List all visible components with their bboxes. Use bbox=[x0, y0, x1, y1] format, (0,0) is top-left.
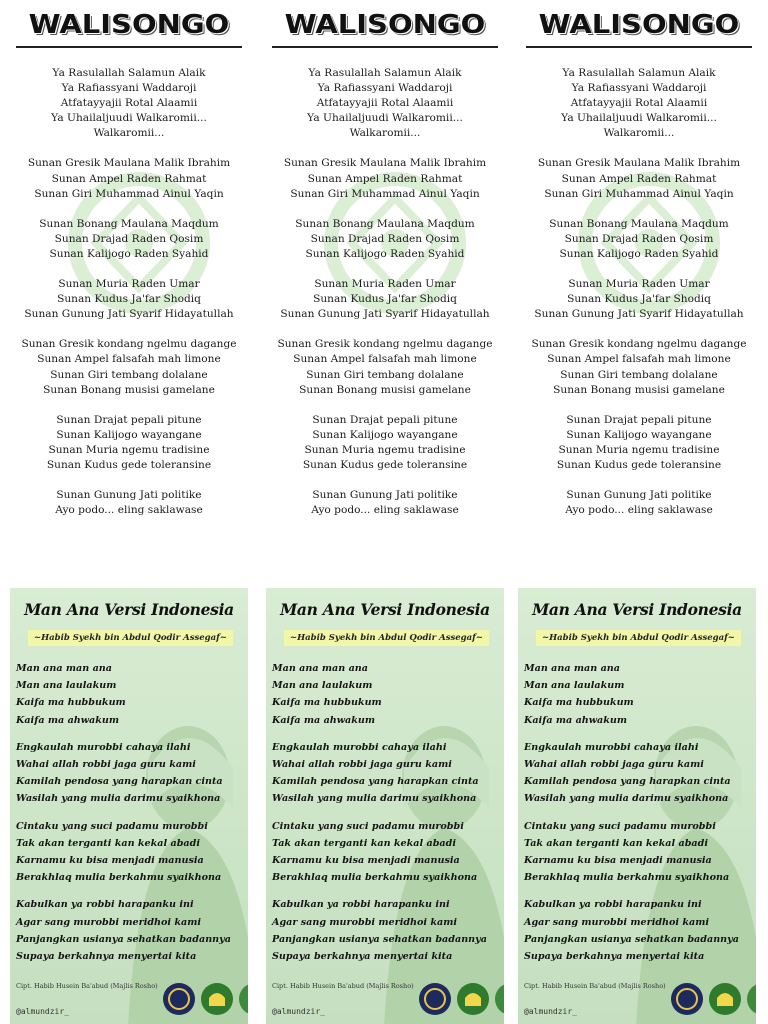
walisongo-lyrics bbox=[512, 66, 766, 533]
lyric-line: Atfatayyajii Rotal Alaamii bbox=[60, 97, 198, 110]
lyric-line: Sunan Drajat pepali pitune bbox=[312, 413, 458, 426]
lyric-line: Sunan Ampel Raden Rahmat bbox=[307, 172, 463, 185]
walisongo-card bbox=[2, 0, 256, 540]
stanza bbox=[16, 660, 244, 729]
stanza bbox=[2, 277, 256, 322]
walisongo-card bbox=[258, 0, 512, 540]
stanza bbox=[512, 277, 766, 322]
stanza bbox=[16, 896, 244, 965]
lyric-line: Sunan Giri Muhammad Ainul Yaqin bbox=[34, 187, 224, 200]
lyric-line: Sunan Ampel Raden Rahmat bbox=[51, 172, 207, 185]
lyric-line: Kabulkan ya robbi harapanku ini bbox=[16, 899, 194, 911]
social-handle: @almundzir_ bbox=[16, 1007, 69, 1016]
lyric-line: Sunan Gunung Jati politike bbox=[566, 489, 712, 502]
lyric-line: Sunan Gunung Jati Syarif Hidayatullah bbox=[280, 308, 490, 321]
badge-logo-icon bbox=[238, 982, 248, 1016]
lyric-line: Walkaromii... bbox=[603, 127, 675, 140]
org-logo-icon bbox=[418, 982, 452, 1016]
lyric-line: Man ana man ana bbox=[524, 663, 620, 674]
lyric-line: Karnamu ku bisa menjadi manusia bbox=[524, 855, 712, 867]
badge-logo-icon bbox=[494, 982, 504, 1016]
stanza bbox=[2, 488, 256, 518]
lyric-line: Sunan Kalijogo wayangane bbox=[566, 428, 712, 441]
lyric-line: Cintaku yang suci padamu murobbi bbox=[272, 820, 464, 832]
lyric-line: Sunan Muria ngemu tradisine bbox=[48, 443, 210, 456]
mosque-logo-icon bbox=[200, 982, 234, 1016]
man-ana-card bbox=[266, 588, 504, 1024]
lyric-line: Kaifa ma ahwakum bbox=[272, 714, 376, 726]
lyric-line: Sunan Bonang musisi gamelane bbox=[299, 383, 471, 396]
mosque-logo-icon bbox=[456, 982, 490, 1016]
stanza bbox=[272, 896, 500, 965]
lyric-line: Sunan Giri Muhammad Ainul Yaqin bbox=[290, 187, 480, 200]
stanza bbox=[524, 818, 752, 887]
stanza bbox=[258, 156, 512, 201]
lyric-line: Kaifa ma hubbukum bbox=[524, 697, 634, 709]
mosque-logo-icon bbox=[708, 982, 742, 1016]
man-ana-card bbox=[518, 588, 756, 1024]
song-title: Man Ana Versi Indonesia bbox=[280, 600, 490, 619]
lyric-line: Karnamu ku bisa menjadi manusia bbox=[16, 855, 204, 867]
lyric-line: Sunan Kalijogo Raden Syahid bbox=[49, 247, 209, 260]
lyric-line: Engkaulah murobbi cahaya ilahi bbox=[272, 741, 447, 753]
lyric-line: Sunan Muria Raden Umar bbox=[568, 278, 710, 291]
song-title: Man Ana Versi Indonesia bbox=[24, 600, 234, 619]
lyric-line: Wahai allah robbi jaga guru kami bbox=[524, 759, 704, 771]
stanza bbox=[258, 337, 512, 397]
org-logo-icon bbox=[162, 982, 196, 1016]
lyric-line: Sunan Drajat pepali pitune bbox=[566, 413, 712, 426]
lyric-line: Sunan Muria Raden Umar bbox=[314, 278, 456, 291]
lyric-line: Kaifa ma hubbukum bbox=[272, 697, 382, 709]
stanza bbox=[512, 413, 766, 473]
stanza bbox=[512, 337, 766, 397]
lyric-line: Sunan Bonang musisi gamelane bbox=[553, 383, 725, 396]
walisongo-title: WALISONGO bbox=[284, 8, 486, 40]
stanza bbox=[258, 217, 512, 262]
lyric-line: Sunan Bonang Maulana Maqdum bbox=[549, 217, 729, 230]
lyric-line: Ayo podo... eling saklawase bbox=[311, 504, 459, 517]
lyric-line: Atfatayyajii Rotal Alaamii bbox=[316, 97, 454, 110]
lyric-line: Sunan Kudus Ja'far Shodiq bbox=[313, 293, 457, 306]
lyric-line: Sunan Gunung Jati Syarif Hidayatullah bbox=[24, 308, 234, 321]
lyric-line: Sunan Gresik Maulana Malik Ibrahim bbox=[283, 157, 487, 170]
stanza bbox=[258, 413, 512, 473]
composer-credit: Cipt. Habib Husein Ba'abud (Majlis Rosho) bbox=[272, 982, 414, 990]
lyric-line: Sunan Giri tembang dolalane bbox=[560, 368, 718, 381]
lyric-line: Kamilah pendosa yang harapkan cinta bbox=[272, 776, 479, 788]
lyric-line: Engkaulah murobbi cahaya ilahi bbox=[16, 741, 191, 753]
lyric-line: Sunan Drajad Raden Qosim bbox=[310, 232, 460, 245]
lyric-line: Sunan Kalijogo wayangane bbox=[312, 428, 458, 441]
lyric-line: Walkaromii... bbox=[93, 127, 165, 140]
stanza bbox=[2, 156, 256, 201]
stanza bbox=[512, 488, 766, 518]
lyric-line: Cintaku yang suci padamu murobbi bbox=[524, 820, 716, 832]
stanza bbox=[272, 660, 500, 729]
lyric-line: Sunan Kudus gede toleransine bbox=[46, 458, 212, 471]
stanza bbox=[512, 66, 766, 141]
social-handle: @almundzir_ bbox=[272, 1007, 325, 1016]
lyric-line: Agar sang murobbi meridhoi kami bbox=[272, 916, 458, 928]
stanza bbox=[272, 739, 500, 808]
lyric-line: Sunan Gunung Jati politike bbox=[56, 489, 202, 502]
social-handle: @almundzir_ bbox=[524, 1007, 577, 1016]
lyric-line: Ya Rasulallah Salamun Alaik bbox=[308, 67, 462, 79]
man-ana-lyrics bbox=[272, 660, 500, 975]
lyric-line: Sunan Kudus gede toleransine bbox=[302, 458, 468, 471]
lyric-line: Sunan Gresik Maulana Malik Ibrahim bbox=[537, 157, 741, 170]
lyric-line: Ayo podo... eling saklawase bbox=[565, 504, 713, 517]
lyric-line: Sunan Gunung Jati Syarif Hidayatullah bbox=[534, 308, 744, 321]
stanza bbox=[524, 660, 752, 729]
stanza bbox=[272, 818, 500, 887]
lyric-line: Ya Rafiassyani Waddaroji bbox=[317, 82, 453, 95]
lyric-line: Ya Rasulallah Salamun Alaik bbox=[562, 67, 716, 79]
lyric-line: Ya Rafiassyani Waddaroji bbox=[571, 82, 707, 95]
lyric-line: Sunan Kudus Ja'far Shodiq bbox=[57, 293, 201, 306]
lyric-line: Panjangkan usianya sehatkan badannya bbox=[272, 933, 487, 945]
lyric-line: Ya Uhailaljuudi Walkaromii... bbox=[561, 112, 717, 125]
lyric-line: Sunan Bonang Maulana Maqdum bbox=[295, 217, 475, 230]
lyric-line: Sunan Kalijogo Raden Syahid bbox=[305, 247, 465, 260]
walisongo-lyrics bbox=[258, 66, 512, 533]
lyric-line: Kaifa ma hubbukum bbox=[16, 697, 126, 709]
lyric-line: Sunan Ampel Raden Rahmat bbox=[561, 172, 717, 185]
org-logo-icon bbox=[670, 982, 704, 1016]
lyric-line: Kamilah pendosa yang harapkan cinta bbox=[524, 776, 731, 788]
stanza bbox=[2, 66, 256, 141]
title-underline bbox=[16, 46, 242, 48]
lyric-line: Man ana laulakum bbox=[16, 680, 117, 692]
lyric-line: Sunan Drajat pepali pitune bbox=[56, 413, 202, 426]
lyric-line: Sunan Kalijogo Raden Syahid bbox=[559, 247, 719, 260]
lyric-line: Sunan Gresik kondang ngelmu dagange bbox=[21, 338, 237, 351]
lyric-line: Atfatayyajii Rotal Alaamii bbox=[570, 97, 708, 110]
song-subtitle: ~Habib Syekh bin Abdul Qodir Assegaf~ bbox=[536, 630, 741, 646]
lyric-line: Sunan Muria ngemu tradisine bbox=[558, 443, 720, 456]
walisongo-card bbox=[512, 0, 766, 540]
title-underline bbox=[272, 46, 498, 48]
lyric-line: Sunan Drajad Raden Qosim bbox=[54, 232, 204, 245]
badge-logo-icon bbox=[746, 982, 756, 1016]
lyric-line: Sunan Ampel falsafah mah limone bbox=[293, 353, 477, 366]
lyric-line: Kaifa ma ahwakum bbox=[524, 714, 628, 726]
stanza bbox=[512, 156, 766, 201]
lyric-line: Ya Rafiassyani Waddaroji bbox=[61, 82, 197, 95]
walisongo-lyrics bbox=[2, 66, 256, 533]
man-ana-row bbox=[0, 588, 768, 1024]
man-ana-lyrics bbox=[524, 660, 752, 975]
lyric-line: Wasilah yang mulia darimu syaikhona bbox=[524, 793, 729, 805]
stanza bbox=[524, 739, 752, 808]
lyric-line: Wasilah yang mulia darimu syaikhona bbox=[272, 793, 477, 805]
composer-credit: Cipt. Habib Husein Ba'abud (Majlis Rosho) bbox=[524, 982, 666, 990]
lyric-line: Kaifa ma ahwakum bbox=[16, 714, 120, 726]
lyric-line: Engkaulah murobbi cahaya ilahi bbox=[524, 741, 699, 753]
stanza bbox=[524, 896, 752, 965]
walisongo-title: WALISONGO bbox=[28, 8, 230, 40]
lyric-line: Panjangkan usianya sehatkan badannya bbox=[16, 933, 231, 945]
lyric-line: Panjangkan usianya sehatkan badannya bbox=[524, 933, 739, 945]
lyric-line: Sunan Kudus Ja'far Shodiq bbox=[567, 293, 711, 306]
lyric-line: Sunan Gresik Maulana Malik Ibrahim bbox=[27, 157, 231, 170]
lyric-line: Sunan Kudus gede toleransine bbox=[556, 458, 722, 471]
lyric-line: Wahai allah robbi jaga guru kami bbox=[16, 759, 196, 771]
lyric-line: Man ana laulakum bbox=[272, 680, 373, 692]
lyric-line: Kabulkan ya robbi harapanku ini bbox=[524, 899, 702, 911]
stanza bbox=[258, 66, 512, 141]
lyric-line: Ya Rasulallah Salamun Alaik bbox=[52, 67, 206, 79]
lyric-line: Kabulkan ya robbi harapanku ini bbox=[272, 899, 450, 911]
lyric-line: Sunan Ampel falsafah mah limone bbox=[37, 353, 221, 366]
lyric-line: Man ana laulakum bbox=[524, 680, 625, 692]
lyric-line: Sunan Gresik kondang ngelmu dagange bbox=[531, 338, 747, 351]
song-subtitle: ~Habib Syekh bin Abdul Qodir Assegaf~ bbox=[284, 630, 489, 646]
lyric-line: Sunan Gunung Jati politike bbox=[312, 489, 458, 502]
walisongo-title: WALISONGO bbox=[538, 8, 740, 40]
stanza bbox=[16, 739, 244, 808]
song-title: Man Ana Versi Indonesia bbox=[532, 600, 742, 619]
lyric-line: Sunan Muria Raden Umar bbox=[58, 278, 200, 291]
stanza bbox=[512, 217, 766, 262]
song-subtitle: ~Habib Syekh bin Abdul Qodir Assegaf~ bbox=[28, 630, 233, 646]
lyric-line: Supaya berkahnya menyertai kita bbox=[16, 951, 197, 963]
lyric-line: Sunan Giri Muhammad Ainul Yaqin bbox=[544, 187, 734, 200]
lyric-line: Berakhlaq mulia berkahmu syaikhona bbox=[524, 872, 730, 884]
lyric-line: Cintaku yang suci padamu murobbi bbox=[16, 820, 208, 832]
lyric-line: Man ana man ana bbox=[272, 663, 368, 674]
stanza bbox=[2, 217, 256, 262]
man-ana-lyrics bbox=[16, 660, 244, 975]
lyric-line: Sunan Gresik kondang ngelmu dagange bbox=[277, 338, 493, 351]
lyric-line: Karnamu ku bisa menjadi manusia bbox=[272, 855, 460, 867]
lyric-line: Agar sang murobbi meridhoi kami bbox=[524, 916, 710, 928]
lyric-line: Tak akan terganti kan kekal abadi bbox=[16, 837, 200, 849]
lyric-line: Walkaromii... bbox=[349, 127, 421, 140]
lyric-line: Wasilah yang mulia darimu syaikhona bbox=[16, 793, 221, 805]
lyric-line: Man ana man ana bbox=[16, 663, 112, 674]
lyric-line: Tak akan terganti kan kekal abadi bbox=[524, 837, 708, 849]
lyric-line: Berakhlaq mulia berkahmu syaikhona bbox=[16, 872, 222, 884]
composer-credit: Cipt. Habib Husein Ba'abud (Majlis Rosho) bbox=[16, 982, 158, 990]
stanza bbox=[2, 337, 256, 397]
lyric-line: Ya Uhailaljuudi Walkaromii... bbox=[51, 112, 207, 125]
man-ana-card bbox=[10, 588, 248, 1024]
lyric-line: Sunan Bonang musisi gamelane bbox=[43, 383, 215, 396]
lyric-line: Sunan Giri tembang dolalane bbox=[306, 368, 464, 381]
title-underline bbox=[526, 46, 752, 48]
lyric-line: Sunan Muria ngemu tradisine bbox=[304, 443, 466, 456]
lyric-line: Sunan Drajad Raden Qosim bbox=[564, 232, 714, 245]
stanza bbox=[258, 277, 512, 322]
lyric-line: Tak akan terganti kan kekal abadi bbox=[272, 837, 456, 849]
stanza bbox=[258, 488, 512, 518]
stanza bbox=[16, 818, 244, 887]
lyric-line: Supaya berkahnya menyertai kita bbox=[524, 951, 705, 963]
lyric-line: Sunan Giri tembang dolalane bbox=[50, 368, 208, 381]
lyric-line: Berakhlaq mulia berkahmu syaikhona bbox=[272, 872, 478, 884]
lyric-line: Kamilah pendosa yang harapkan cinta bbox=[16, 776, 223, 788]
lyric-line: Supaya berkahnya menyertai kita bbox=[272, 951, 453, 963]
lyric-line: Sunan Kalijogo wayangane bbox=[56, 428, 202, 441]
lyric-line: Wahai allah robbi jaga guru kami bbox=[272, 759, 452, 771]
lyric-line: Ya Uhailaljuudi Walkaromii... bbox=[307, 112, 463, 125]
stanza bbox=[2, 413, 256, 473]
lyric-line: Ayo podo... eling saklawase bbox=[55, 504, 203, 517]
lyric-line: Sunan Ampel falsafah mah limone bbox=[547, 353, 731, 366]
lyric-line: Sunan Bonang Maulana Maqdum bbox=[39, 217, 219, 230]
lyric-line: Agar sang murobbi meridhoi kami bbox=[16, 916, 202, 928]
